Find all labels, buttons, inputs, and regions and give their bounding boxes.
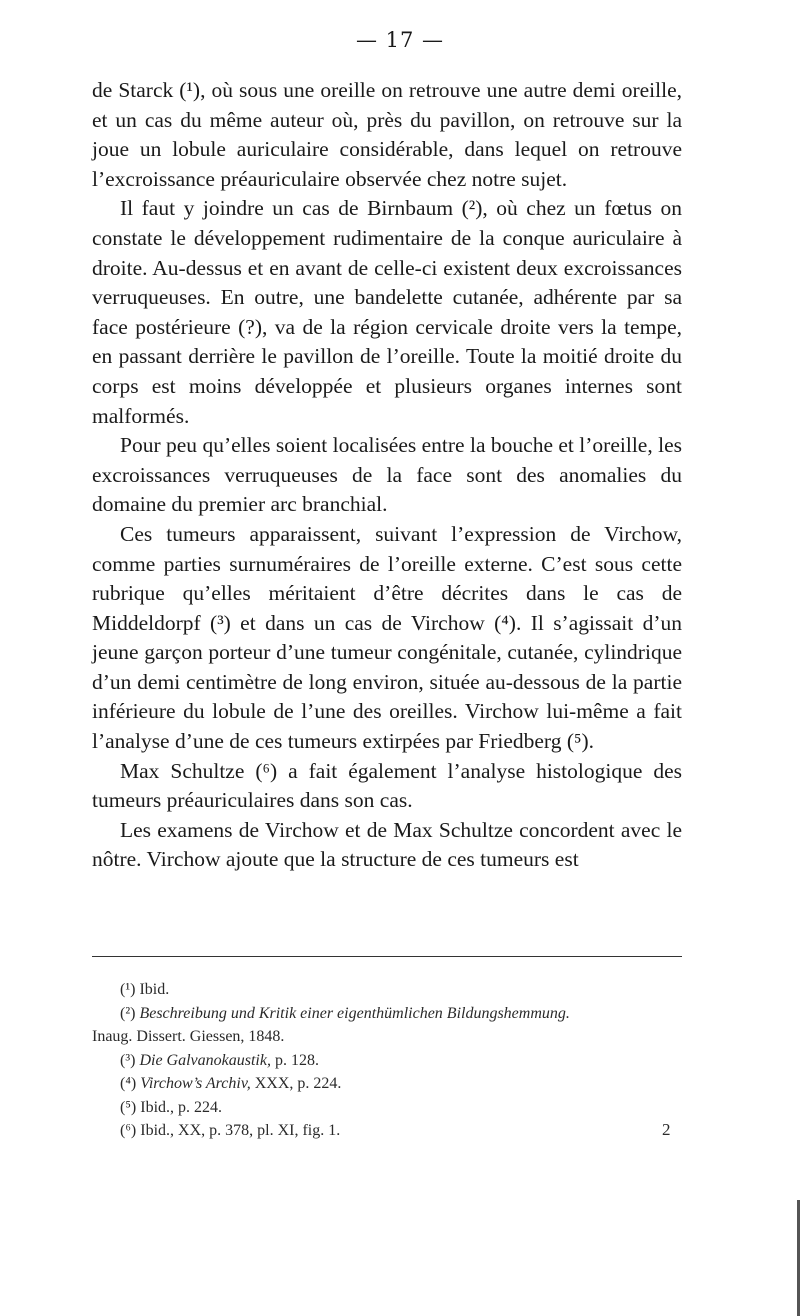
footnote-mark: (¹) [120,981,136,998]
footnote-6 [92,1119,682,1143]
footnote-5 [92,1096,682,1120]
footnote-text: XXX, p. 224. [254,1075,342,1092]
footnote-1 [92,978,682,1002]
footnote-text: Ibid. [139,981,170,998]
paragraph: de Starck (¹), où sous une oreille on retrouve une autre demi oreille, et un cas du même auteur où, près du pavillon, on retrouve sur la joue un lobule auriculaire considérable, dans lequel on retrouve l’excroissance préauriculaire observée chez notre sujet. [92,78,682,191]
footnote-mark: (³) [120,1051,136,1069]
paragraph: Pour peu qu’elles soient localisées entre la bouche et l’oreille, les excroissances verruqueuses de la face sont des anomalies du domaine du premier arc branchial. [92,433,682,517]
footnote-title: Virchow’s Archiv, [140,1075,251,1092]
paragraph: Les examens de Virchow et de Max Schultze concordent avec le nôtre. Virchow ajoute que la structure de ces tumeurs est [92,817,682,872]
paragraph: Max Schultze (⁶) a fait également l’analyse histologique des tumeurs préauriculaires dans son cas. [92,758,682,813]
paragraph: Il faut y joindre un cas de Birnbaum (²), où chez un fœtus on constate le développement rudimentaire de la conque auriculaire à droite. Au-dessus et en avant de celle-ci existent deux excroissances verruqueuses. En outre, une bandelette cutanée, adhérente par sa face postérieure (?), va de la région cervicale droite vers la tempe, en passant derrière le pavillon de l’oreille. Toute la moitié droite du corps est moins développée et plusieurs organes internes sont malformés. [92,196,682,428]
footnote-text: Ibid., XX, p. 378, pl. XI, fig. 1. [140,1122,341,1139]
footnote-2 [92,1002,682,1026]
footnote-mark: (⁶) [120,1122,137,1139]
footnote-2-continued [92,1025,682,1049]
printer-signature-mark: 2 [662,1120,671,1139]
footnote-mark: (⁵) [120,1098,137,1116]
footnote-mark: (²) [120,1004,136,1022]
page-number: — 17 — [355,28,445,52]
footnote-divider [92,956,682,957]
paragraph: Ces tumeurs apparaissent, suivant l’expression de Virchow, comme parties surnuméraires de l’oreille externe. C’est sous cette rubrique qu’elles méritaient d’être décrites dans le cas de Middeldorpf (³) et dans un cas de Virchow (⁴). Il s’agissait d’un jeune garçon porteur d’une tumeur congénitale, cutanée, cylindrique d’un demi centimètre de long environ, située au-dessous de la partie inférieure du lobule de l’une des oreilles. Virchow lui-même a fait l’analyse d’une de ces tumeurs extirpées par Friedberg (⁵). [92,521,682,754]
footnote-mark: (⁴) [120,1075,137,1092]
footnote-3 [92,1049,682,1073]
footnote-text: p. 128. [274,1051,319,1069]
footnote-text: Inaug. Dissert. Giessen, 1848. [92,1028,285,1045]
footnote-text: Ibid., p. 224. [140,1098,223,1116]
footnote-title: Beschreibung und Kritik einer eigenthümlichen Bildungshemmung. [139,1004,570,1022]
body-text [92,76,682,875]
footnote-4 [92,1072,682,1096]
footnote-title: Die Galvanokaustik, [139,1051,271,1069]
footnotes [92,978,682,1143]
